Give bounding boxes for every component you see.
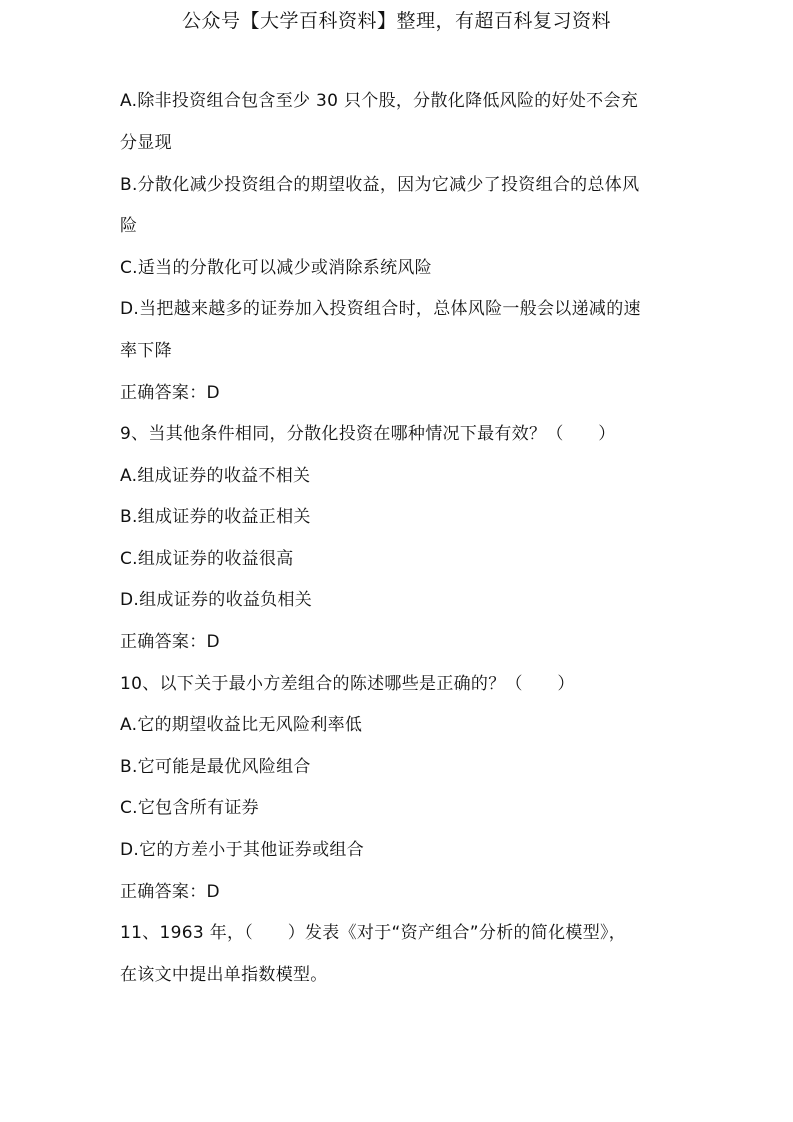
- q8-option-a-line1: A.除非投资组合包含至少 30 只个股，分散化降低风险的好处不会充: [120, 91, 639, 111]
- q8-option-d-line2: 率下降: [120, 341, 172, 361]
- q9-option-a: A.组成证券的收益不相关: [120, 466, 311, 486]
- q9-answer: 正确答案：D: [120, 632, 220, 652]
- q8-option-a-line2: 分显现: [120, 133, 172, 153]
- q10-question: 10、以下关于最小方差组合的陈述哪些是正确的？（ ）: [120, 674, 575, 694]
- q11-question-line2: 在该文中提出单指数模型。: [120, 965, 328, 985]
- q11-question-line1: 11、1963 年，（ ）发表《对于“资产组合”分析的简化模型》，: [120, 923, 627, 943]
- q10-answer: 正确答案：D: [120, 882, 220, 902]
- q8-option-b-line1: B.分散化减少投资组合的期望收益，因为它减少了投资组合的总体风: [120, 175, 640, 195]
- q8-option-b-line2: 险: [120, 216, 138, 236]
- q9-option-c: C.组成证券的收益很高: [120, 549, 294, 569]
- q9-option-d: D.组成证券的收益负相关: [120, 590, 313, 610]
- q10-option-b: B.它可能是最优风险组合: [120, 757, 311, 777]
- q10-option-c: C.它包含所有证券: [120, 798, 259, 818]
- q8-option-c: C.适当的分散化可以减少或消除系统风险: [120, 258, 432, 278]
- q9-option-b: B.组成证券的收益正相关: [120, 507, 311, 527]
- q10-option-d: D.它的方差小于其他证券或组合: [120, 840, 364, 860]
- q8-answer: 正确答案：D: [120, 383, 220, 403]
- page-header: 公众号【大学百科资料】整理，有超百科复习资料: [181, 10, 611, 32]
- q8-option-d-line1: D.当把越来越多的证券加入投资组合时，总体风险一般会以递减的速: [120, 299, 641, 319]
- q10-option-a: A.它的期望收益比无风险利率低: [120, 715, 363, 735]
- q9-question: 9、当其他条件相同，分散化投资在哪种情况下最有效？（ ）: [120, 424, 616, 444]
